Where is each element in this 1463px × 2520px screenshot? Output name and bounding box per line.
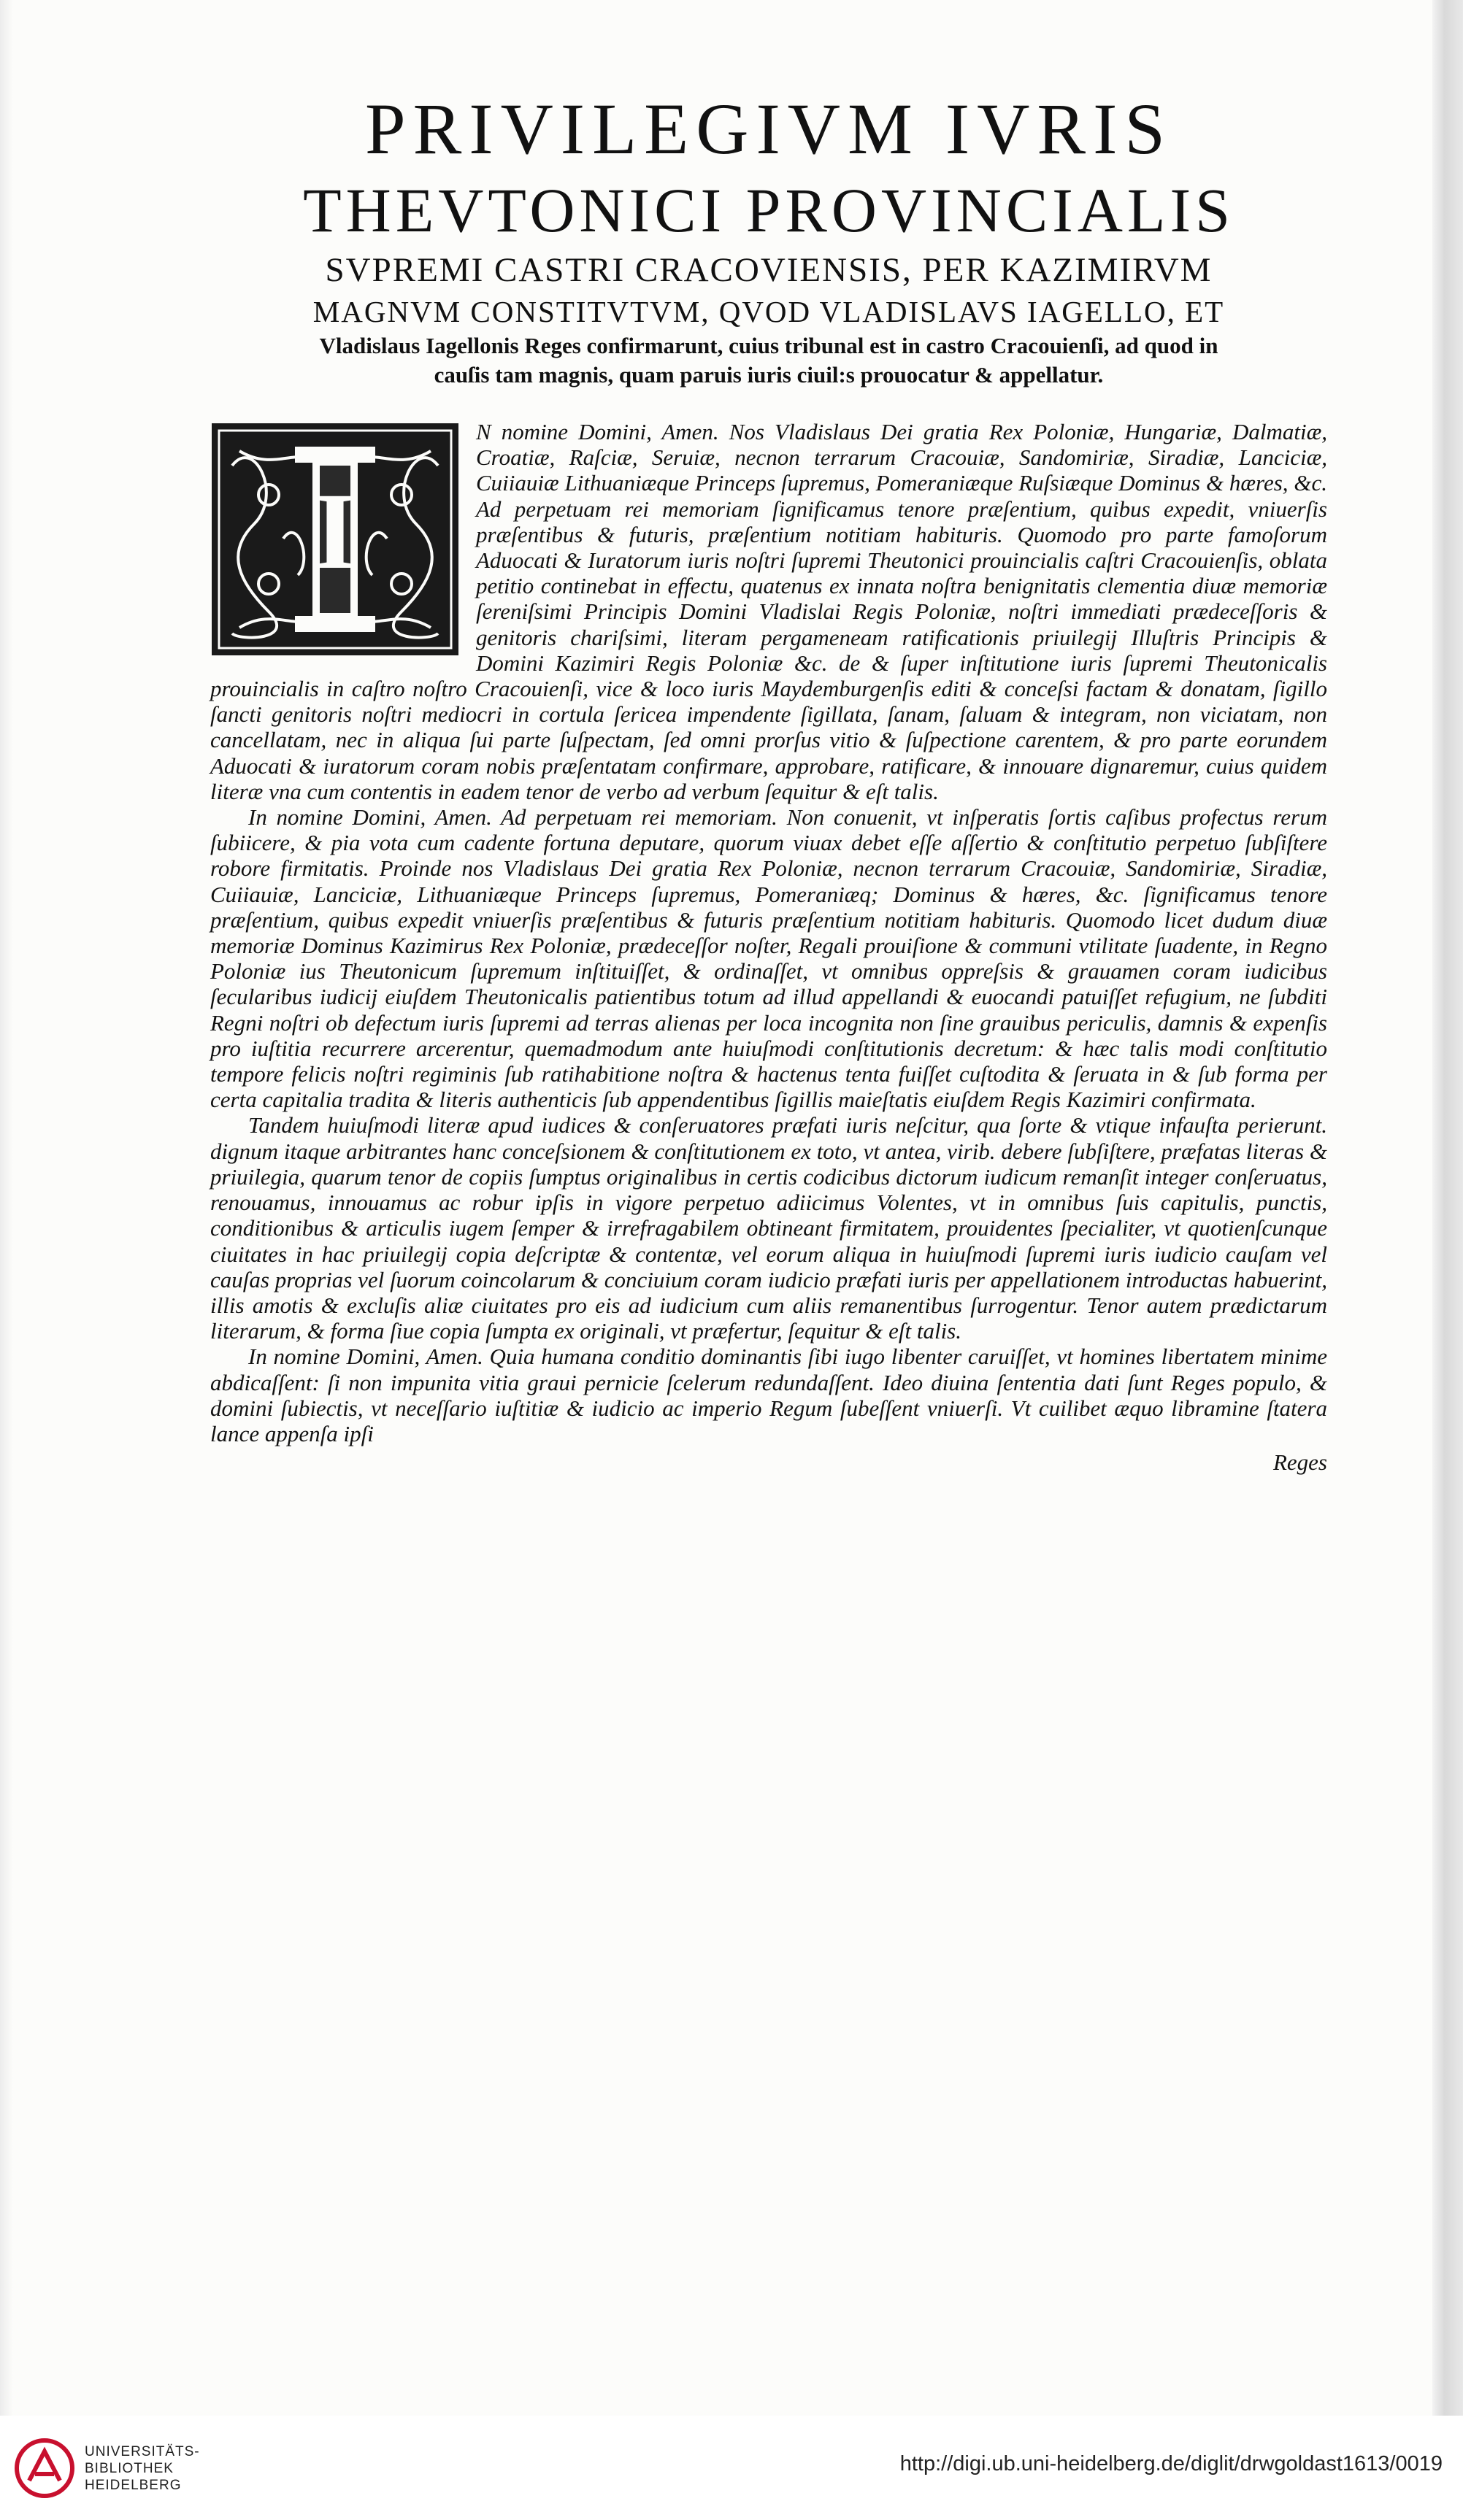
title-line-2: THEVTONICI PROVINCIALIS (303, 175, 1234, 245)
catchword: Reges (1272, 1449, 1327, 1476)
page-edge-left (0, 0, 13, 2416)
subtitle: Vladislaus Iagellonis Reges confirmarunt, cuius tribunal est in castro Cracouienſi, ad quod in cauſis tam magnis, quam paruis iuris ciuil:s prouocatur & appellatur. (319, 333, 1218, 388)
logo-text (85, 2443, 200, 2494)
drop-cap-letter: I (313, 471, 357, 592)
paragraph-3: Tandem huiuſmodi literæ apud iudices & conſeruatores præfati iuris neſcitur, qua ſorte & vtique infauſta perierunt. dignum itaque arbitrantes hanc conceſsionem & conſtitutionem ex toto, vt antea, virib. debere ſubſiſtere, præfatas literas & priuilegia, quarum tenor de copiis ſumptus originalibus in certis codicibus dictorum iudicum remanſit integer conſeruatus, renouamus, innouamus ac robur ipſis in vigore perpetuo adiicimus Volentes, vt in omnibus ſuis capitulis, punctis, conditionibus & articulis iugem ſemper & irrefragabilem obtineant firmitatem, prouidentes ſpecialiter, vt quotienſcunque ciuitates in hac priuilegij copia deſcriptæ & contentæ, vel eorum aliqua in huiuſmodi ſupremi iuris iudicio cauſam vel cauſas proprias vel ſuorum coincolarum & conciuium coram iudicio præfati iuris per appellationem introductas habuerint, illis amotis & excluſis aliæ ciuitates pro eis ad iudicium cum aliis remanentibus ſurrogentur. Tenor autem prædictarum literarum, & forma ſiue copia ſumpta ex originali, vt præfertur, ſequitur & eſt talis. (210, 1112, 1327, 1344)
document-page (210, 86, 1327, 1476)
paragraph-1-block (210, 419, 1327, 804)
logo-line-3: HEIDELBERG (85, 2477, 182, 2493)
title-line-4: MAGNVM CONSTITVTVM, QVOD VLADISLAVS IAGELLO, ET (312, 295, 1225, 328)
source-url-link[interactable]: http://digi.ub.uni-heidelberg.de/diglit/drwgoldast1613/0019 (899, 2452, 1443, 2475)
page-edge-right (1432, 0, 1463, 2416)
title-line-3: SVPREMI CASTRI CRACOVIENSIS, PER KAZIMIRVM (325, 251, 1213, 289)
paragraph-2: In nomine Domini, Amen. Ad perpetuam rei memoriam. Non conuenit, vt inſperatis ſortis caſibus profectus rerum ſubiicere, & pia vota cum cadente fortuna deputare, quorum viuax debet eſſe aſſertio & conſtitutio perpetuo ſubſiſtere robore firmitatis. Proinde nos Vladislaus Dei gratia Rex Poloniæ, necnon terrarum Cracouiæ, Sandomiriæ, Siradiæ, Cuiiauiæ, Lanciciæ, Lithuaniæque Princeps ſupremus, Pomeraniæq; Dominus & hæres, &c. ſignificamus tenore præſentium, quibus expedit vniuerſis præſentibus & futuris præſentium notitiam habituris. Quomodo licet dudum diuæ memoriæ Dominus Kazimirus Rex Poloniæ, prædeceſſor noſter, Regali prouiſione & communi vtilitate ſuadente, in Regno Poloniæ ius Theutonicum ſupremum inſtituiſſet, & ordinaſſet, vt omnibus oppreſsis & grauamen coram iudicibus ſecularibus iudicij eiuſdem Theutonicalis patientibus totum ad illud appellandi & euocandi patuiſſet refugium, ne ſubditi Regni noſtri ob defectum iuris ſupremi ad terras alienas per loca incognita non ſine grauibus periculis, damnis & expenſis pro iuſtitia recurrere arcerentur, quemadmodum ante huiuſmodi conſtitutionis decretum: & hæc talis modi conſtitutio tempore felicis noſtri regiminis ſub ratihabitione noſtra & hactenus tenta fuiſſet cuſtodita & ſeruata in & ſub forma per certa capitalia tradita & literis authenticis ſub appendentibus ſigillis maieſtatis eiuſdem Regis Kazimiri confirmata. (210, 804, 1327, 1113)
logo-line-1: UNIVERSITÄTS- (85, 2443, 200, 2459)
ornamental-initial-i-icon (210, 422, 460, 657)
university-library-logo-icon (15, 2438, 74, 2498)
footer-bar (0, 2416, 1463, 2520)
library-logo[interactable] (15, 2435, 234, 2502)
paragraph-4: In nomine Domini, Amen. Quia humana conditio dominantis ſibi iugo libenter caruiſſet, vt homines libertatem minime abdicaſſent: ſi non impunita vitia graui pernicie ſcelerum redundaſſent. Ideo diuina ſententia dati ſunt Reges populo, & domini ſubiectis, vt neceſſario iuſtitiæ & iudicio ac imperio Regum ſubeſſent vniuerſi. Vt cuilibet æquo libramine ſtatera lance appenſa ipſi (210, 1344, 1327, 1446)
logo-line-2: BIBLIOTHEK (85, 2460, 174, 2476)
title-line-1: PRIVILEGIVM IVRIS (364, 88, 1173, 169)
paragraph-1: N nomine Domini, Amen. Nos Vladislaus Dei gratia Rex Poloniæ, Hungariæ, Dalmatiæ, Croatiæ, Raſciæ, Seruiæ, necnon terrarum Cracouiæ, Sandomiriæ, Siradiæ, Lanciciæ, Cuiiauiæ Lithuaniæque Princeps ſupremus, Pomeraniæque Ruſsiæque Dominus & hæres, &c. Ad perpetuam rei memoriam ſignificamus tenore præſentium, quibus expedit, vniuerſis præſentibus & futuris, præſentium notitiam habituris. Quomodo pro parte famoſorum Aduocati & Iuratorum iuris noſtri ſupremi Theutonici prouincialis caſtri Cracouienſis, oblata petitio continebat in effectu, quatenus ex innata noſtra benignitatis clementia diuæ memoriæ ſereniſsimi Principis Domini Vladislai Regis Poloniæ, noſtri immediati prædeceſſoris & genitoris chariſsimi, literam pergameneam ratificationis priuilegij Illuſtris Principis & Domini Kazimiri Regis Poloniæ &c. de & ſuper inſtitutione iuris ſupremi Theutonicalis prouincialis in caſtro noſtro Cracouienſi, vice & loco iuris Maydemburgenſis editi & conceſsi factam & donatam, ſigillo ſancti genitoris noſtri mediocri in cortula ſericea impendente ſigillata, ſanam, ſaluam & integram, non viciatam, non cancellatam, nec in aliqua ſui parte ſuſpectam, ſed omni prorſus vitio & ſuſpectione carentem, & pro parte eorundem Aduocati & iuratorum coram nobis præſentatam confirmare, approbare, ratificare, & innouare dignaremur, cuius quidem literæ vna cum contentis in eadem tenor de verbo ad verbum ſequitur & eſt talis. (210, 419, 1327, 804)
